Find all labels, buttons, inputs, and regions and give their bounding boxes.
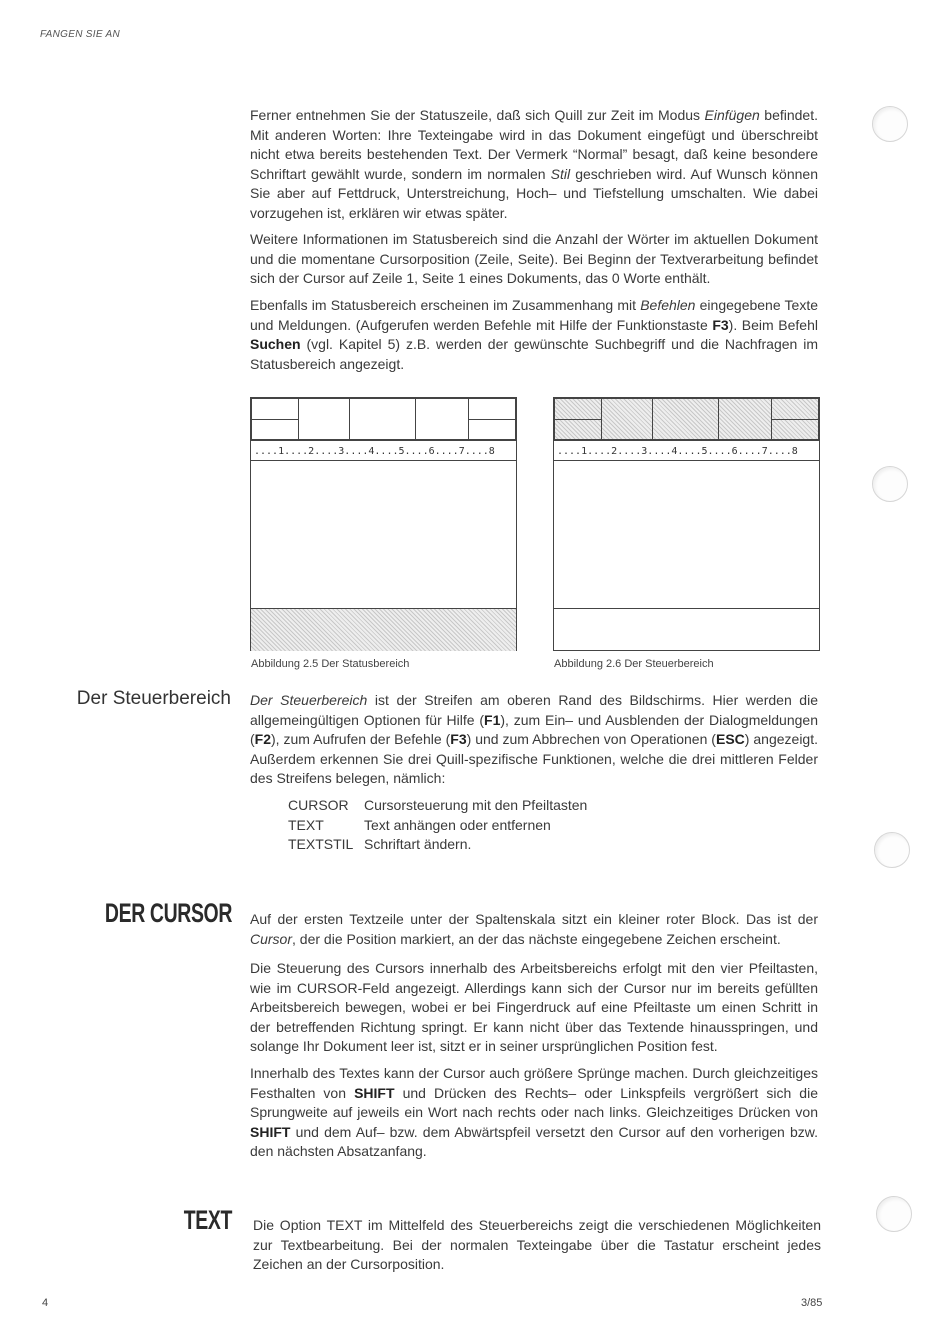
section-heading-text: TEXT (183, 1205, 232, 1235)
control-field (468, 398, 516, 420)
paragraph-modus: Ferner entnehmen Sie der Statuszeile, daß sich Quill zur Zeit im Modus Einfügen befindet. Mit anderen Worten: Ihre Texteingabe wird in das Dokument eingefügt und überschreibt nicht etwa bereits bestehenden Text. Der Vermerk “Normal” besagt, daß keine besondere Schriftart gewählt wurde, sondern im normalen Stil geschrieben wird. Auf Wunsch können Sie aber auf Fettdruck, Unterstreichung, Hoch– und Tiefstellung umschalten. Wie dabei vorzugehen ist, erklären wir etwas später. (250, 107, 818, 221)
running-header: FANGEN SIE AN (40, 29, 121, 40)
status-area-highlight (251, 608, 516, 651)
column-ruler: ....1....2....3....4....5....6....7....8 (254, 446, 495, 457)
binder-hole (872, 466, 908, 502)
control-strip-highlight (554, 398, 819, 441)
control-field (652, 398, 719, 440)
binder-hole (874, 832, 910, 868)
paragraph-statusinfo: Weitere Informationen im Statusbereich sind die Anzahl der Wörter im aktuellen Dokument und die momentane Cursorposition (Zeile, Seite). Bei Beginn der Textverarbeitung befindet sich der Cursor auf Zeile 1, Seite 1 eines Dokuments, das 0 Worte enthält. (250, 231, 818, 286)
section-heading-steuerbereich: Der Steuerbereich (76, 688, 231, 709)
control-field (298, 398, 350, 440)
section-heading-cursor: DER CURSOR (104, 898, 232, 928)
control-field (554, 398, 602, 420)
ruler-line (251, 460, 516, 461)
paragraph-text-option: Die Option TEXT im Mittelfeld des Steuerbereichs zeigt die verschiedenen Möglichkeiten zur Textbearbeitung. Bei der normalen Texteingabe über die Tastatur erscheint jedes Zeichen an der Cursorposition. (253, 1217, 821, 1272)
page-number: 4 (42, 1297, 49, 1309)
control-field (251, 419, 299, 440)
control-field (349, 398, 416, 440)
caption-steuerbereich: Abbildung 2.6 Der Steuerbereich (554, 658, 714, 670)
paragraph-cursor-steuerung: Die Steuerung des Cursors innerhalb des Arbeitsbereichs erfolgt mit den vier Pfeiltasten, wie im CURSOR-Feld angezeigt. Allerdings kann sich der Cursor nur im bereits gefüllten Arbeitsbereich bewegen, wobei er bei Fingerdruck auf eine Pfeiltaste um einen Schritt in der betreffenden Richtung springt. Er kann nicht über das Textende hinausspringen, und solange Ihr Dokument leer ist, sitzt er in seiner ursprünglichen Position fest. (250, 960, 818, 1054)
edition-date: 3/85 (801, 1297, 823, 1309)
control-field (251, 398, 299, 420)
control-field (468, 419, 516, 440)
control-strip (251, 398, 516, 441)
paragraph-befehle: Ebenfalls im Statusbereich erscheinen im Zusammenhang mit Befehlen eingegebene Texte und Meldungen. (Aufgerufen werden Befehle mit Hilfe der Funktionstaste F3). Beim Befehl Suchen (vgl. Kapitel 5) z.B. werden der gewünschte Suchbegriff und die Nachfragen im Statusbereich angezeigt. (250, 297, 818, 372)
control-field (771, 419, 819, 440)
binder-hole (876, 1196, 912, 1232)
figure-steuerbereich (553, 397, 820, 651)
ruler-line (554, 460, 819, 461)
status-area (554, 608, 819, 651)
control-field (601, 398, 653, 440)
binder-hole (872, 106, 908, 142)
control-field (415, 398, 469, 440)
paragraph-steuerbereich: Der Steuerbereich ist der Streifen am oberen Rand des Bildschirms. Hier werden die allgemeingültigen Optionen für Hilfe (F1), zum Ein– und Ausblenden der Dialogmeldungen (F2), zum Aufrufen der Befehle (F3) und zum Abbrechen von Operationen (ESC) angezeigt. Außerdem erkennen Sie drei Quill-spezifische Funktionen, welche die drei mittleren Felder des Streifens belegen, nämlich: (250, 692, 818, 786)
control-field (554, 419, 602, 440)
column-ruler: ....1....2....3....4....5....6....7....8 (557, 446, 798, 457)
caption-statusbereich: Abbildung 2.5 Der Statusbereich (251, 658, 410, 670)
figure-statusbereich (250, 397, 517, 651)
paragraph-cursor-spruenge: Innerhalb des Textes kann der Cursor auch größere Sprünge machen. Durch gleichzeitiges Festhalten von SHIFT und Drücken des Rechts– oder Linkspfeils vergrößert sich die Sprungweite auf jeweils ein Wort nach rechts oder nach links. Gleichzeitiges Drücken von SHIFT und dem Auf– bzw. dem Abwärtspfeil versetzt den Cursor auf den vorherigen bzw. den nächsten Absatzanfang. (250, 1065, 818, 1159)
control-field (718, 398, 772, 440)
paragraph-cursor-intro: Auf der ersten Textzeile unter der Spaltenskala sitzt ein kleiner roter Block. Das ist der Cursor, der die Position markiert, an der das nächste eingegebene Zeichen erscheint. (250, 911, 818, 947)
control-field (771, 398, 819, 420)
